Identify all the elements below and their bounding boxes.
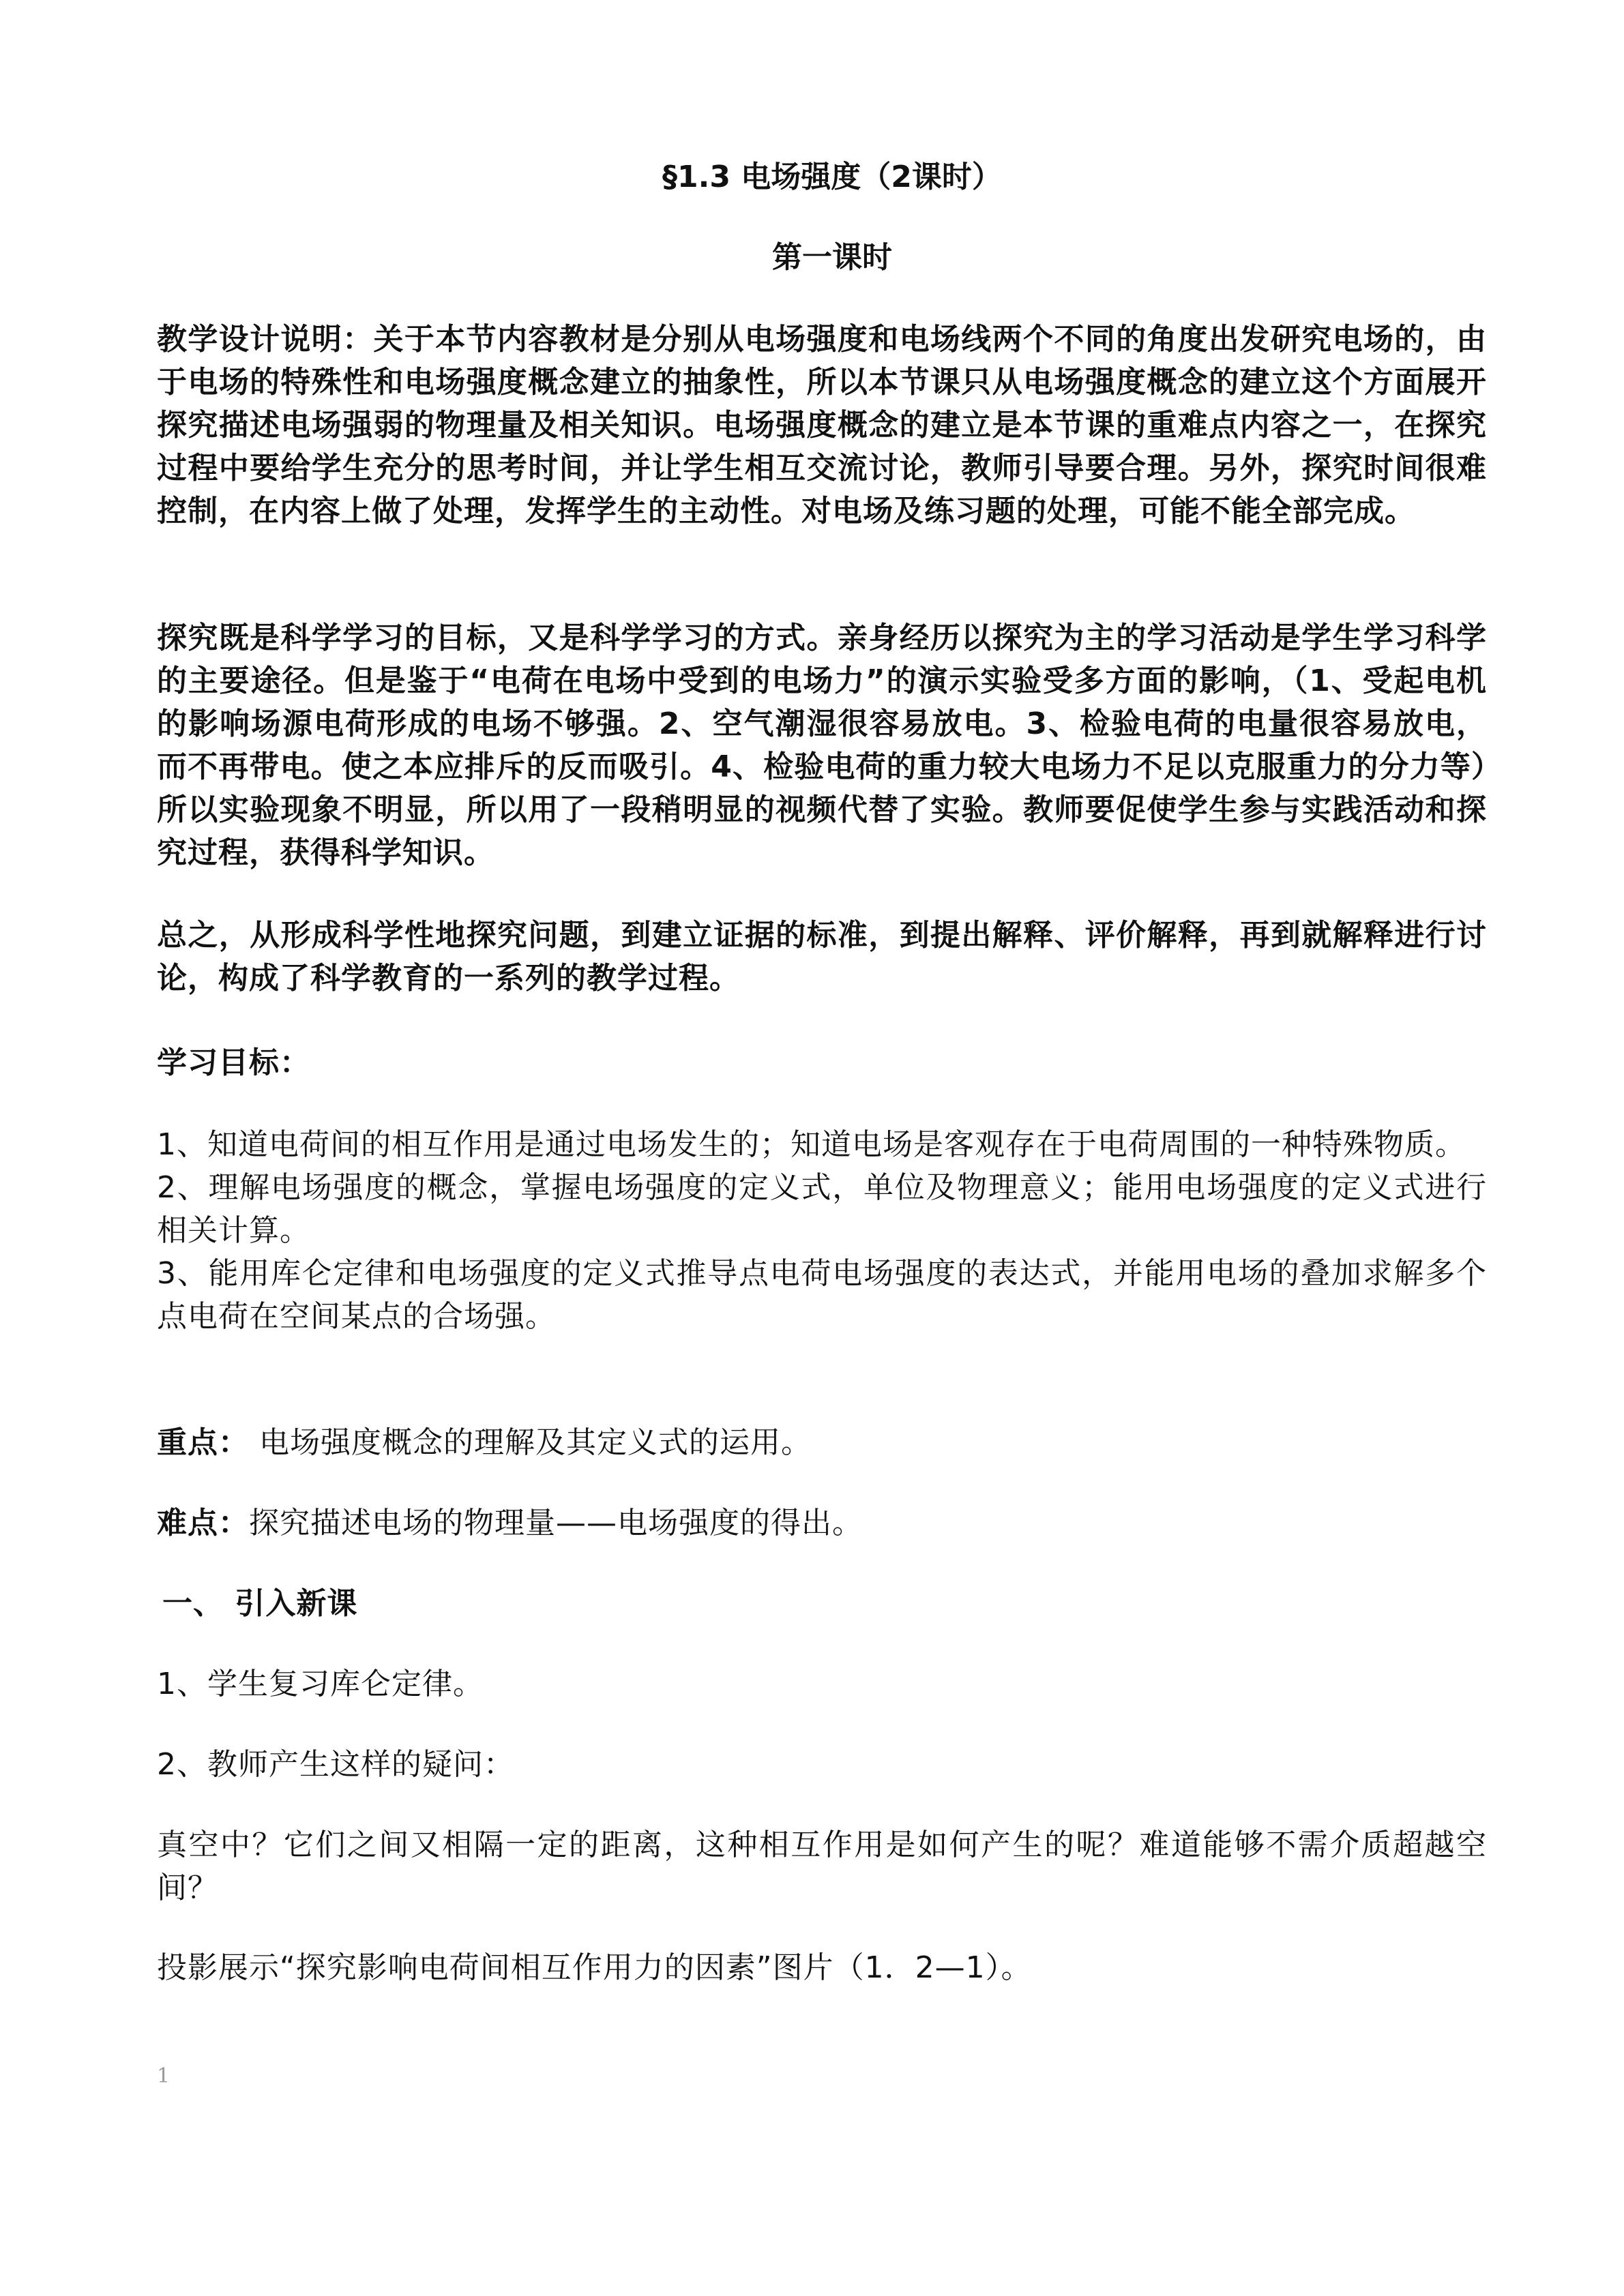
section-heading-introduction: 一、 引入新课 (162, 1586, 358, 1621)
design-note-paragraph: 教学设计说明：关于本节内容教材是分别从电场强度和电场线两个不同的角度出发研究电场的，由于电场的特殊性和电场强度概念建立的抽象性，所以本节课只从电场强度概念的建立这个方面展开探究描述电场强弱的物理量及相关知识。电场强度概念的建立是本节课的重难点内容之一，在探究过程中要给学生充分的思考时间，并让学生相互交流讨论，教师引导要合理。另外，探究时间很难控制，在内容上做了处理，发挥学生的主动性。对电场及练习题的处理，可能不能全部完成。 (157, 322, 1487, 528)
objective-item-3: 3、能用库仑定律和电场强度的定义式推导点电荷电场强度的表达式，并能用电场的叠加求解多个点电荷在空间某点的合场强。 (157, 1256, 1487, 1334)
step-teacher-question: 2、教师产生这样的疑问： (157, 1747, 514, 1782)
objective-item-1: 1、知道电荷间的相互作用是通过电场发生的；知道电场是客观存在于电荷周围的一种特殊物质。 (157, 1127, 1466, 1162)
focus-point (157, 1421, 1487, 1464)
question-paragraph: 真空中？它们之间又相隔一定的距离，这种相互作用是如何产生的呢？难道能够不需介质超越空间？ (157, 1828, 1487, 1905)
projection-paragraph: 投影展示“探究影响电荷间相互作用力的因素”图片（1．2—1）。 (157, 1950, 1032, 1985)
lesson-subtitle: 第一课时 (772, 240, 892, 275)
step-review-coulomb: 1、学生复习库仑定律。 (157, 1667, 484, 1701)
difficulty-point (157, 1502, 1487, 1545)
inquiry-paragraph: 探究既是科学学习的目标，又是科学学习的方式。亲身经历以探究为主的学习活动是学生学习科学的主要途径。但是鉴于“电荷在电场中受到的电场力”的演示实验受多方面的影响，（1、受起电机的影响场源电荷形成的电场不够强。2、空气潮湿很容易放电。3、检验电荷的电量很容易放电，而不再带电。使之本应排斥的反而吸引。4、检验电荷的重力较大电场力不足以克服重力的分力等）所以实验现象不明显，所以用了一段稍明显的视频代替了实验。教师要促使学生参与实践活动和探究过程，获得科学知识。 (157, 621, 1487, 870)
summary-paragraph: 总之，从形成科学性地探究问题，到建立证据的标准，到提出解释、评价解释，再到就解释进行讨论，构成了科学教育的一系列的教学过程。 (157, 918, 1487, 996)
objectives-heading: 学习目标： (157, 1045, 310, 1080)
difficulty-text: 探究描述电场的物理量——电场强度的得出。 (249, 1506, 863, 1540)
focus-text: 电场强度概念的理解及其定义式的运用。 (249, 1425, 812, 1460)
page-number: 1 (157, 2064, 171, 2088)
objectives-list (157, 1123, 1487, 1338)
objective-item-2: 2、理解电场强度的概念，掌握电场强度的定义式，单位及物理意义；能用电场强度的定义式进行相关计算。 (157, 1170, 1487, 1248)
focus-label: 重点： (157, 1425, 249, 1460)
document-title: §1.3 电场强度（2课时） (662, 160, 1002, 194)
difficulty-label: 难点： (157, 1506, 249, 1540)
